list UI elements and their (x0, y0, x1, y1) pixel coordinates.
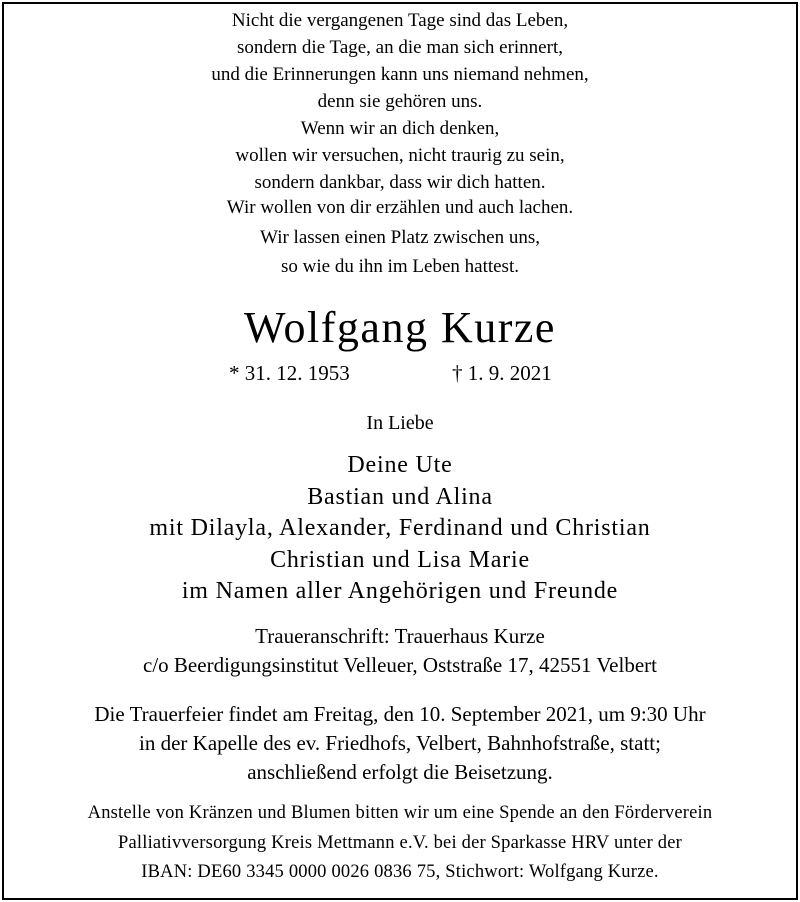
poem-line: wollen wir versuchen, nicht traurig zu sein, (235, 145, 565, 166)
death-date: † 1. 9. 2021 (452, 361, 552, 385)
poem-line: sondern dankbar, dass wir dich hatten. (254, 172, 546, 193)
donation-line: Anstelle von Kränzen und Blumen bitten wir um eine Spende an den Förderverein (87, 803, 713, 823)
poem-line: Nicht die vergangenen Tage sind das Leben, (231, 10, 569, 31)
in-love-text: In Liebe (366, 412, 434, 434)
poem-line: so wie du ihn im Leben hattest. (281, 256, 519, 277)
poem-line: Wir wollen von dir erzählen und auch lachen. (226, 197, 574, 218)
address-line: Traueranschrift: Trauerhaus Kurze (255, 624, 545, 648)
funeral-line: anschließend erfolgt die Beisetzung. (247, 760, 553, 784)
poem-line: sondern die Tage, an die man sich erinnert, (237, 37, 563, 58)
poem-line: und die Erinnerungen kann uns niemand nehmen, (211, 64, 589, 85)
poem-line: Wenn wir an dich denken, (300, 118, 500, 139)
mourner-line: Christian und Lisa Marie (270, 547, 530, 573)
mourner-line: Deine Ute (347, 452, 453, 478)
donation-line: IBAN: DE60 3345 0000 0026 0836 75, Stichwort: Wolfgang Kurze. (141, 862, 659, 882)
mourner-line: mit Dilayla, Alexander, Ferdinand und Christian (149, 515, 651, 541)
deceased-name: Wolfgang Kurze (244, 303, 556, 352)
funeral-line: in der Kapelle des ev. Friedhofs, Velbert, Bahnhofstraße, statt; (139, 731, 661, 755)
poem-line: denn sie gehören uns. (317, 91, 483, 112)
donation-line: Palliativversorgung Kreis Mettmann e.V. bei der Sparkasse HRV unter der (117, 833, 682, 853)
mourner-line: im Namen aller Angehörigen und Freunde (181, 578, 619, 604)
mourner-line: Bastian und Alina (307, 484, 493, 510)
poem-line: Wir lassen einen Platz zwischen uns, (260, 227, 540, 248)
birth-date: * 31. 12. 1953 (229, 361, 350, 385)
funeral-line: Die Trauerfeier findet am Freitag, den 10. September 2021, um 9:30 Uhr (94, 702, 706, 726)
address-line: c/o Beerdigungsinstitut Velleuer, Oststraße 17, 42551 Velbert (143, 653, 657, 677)
